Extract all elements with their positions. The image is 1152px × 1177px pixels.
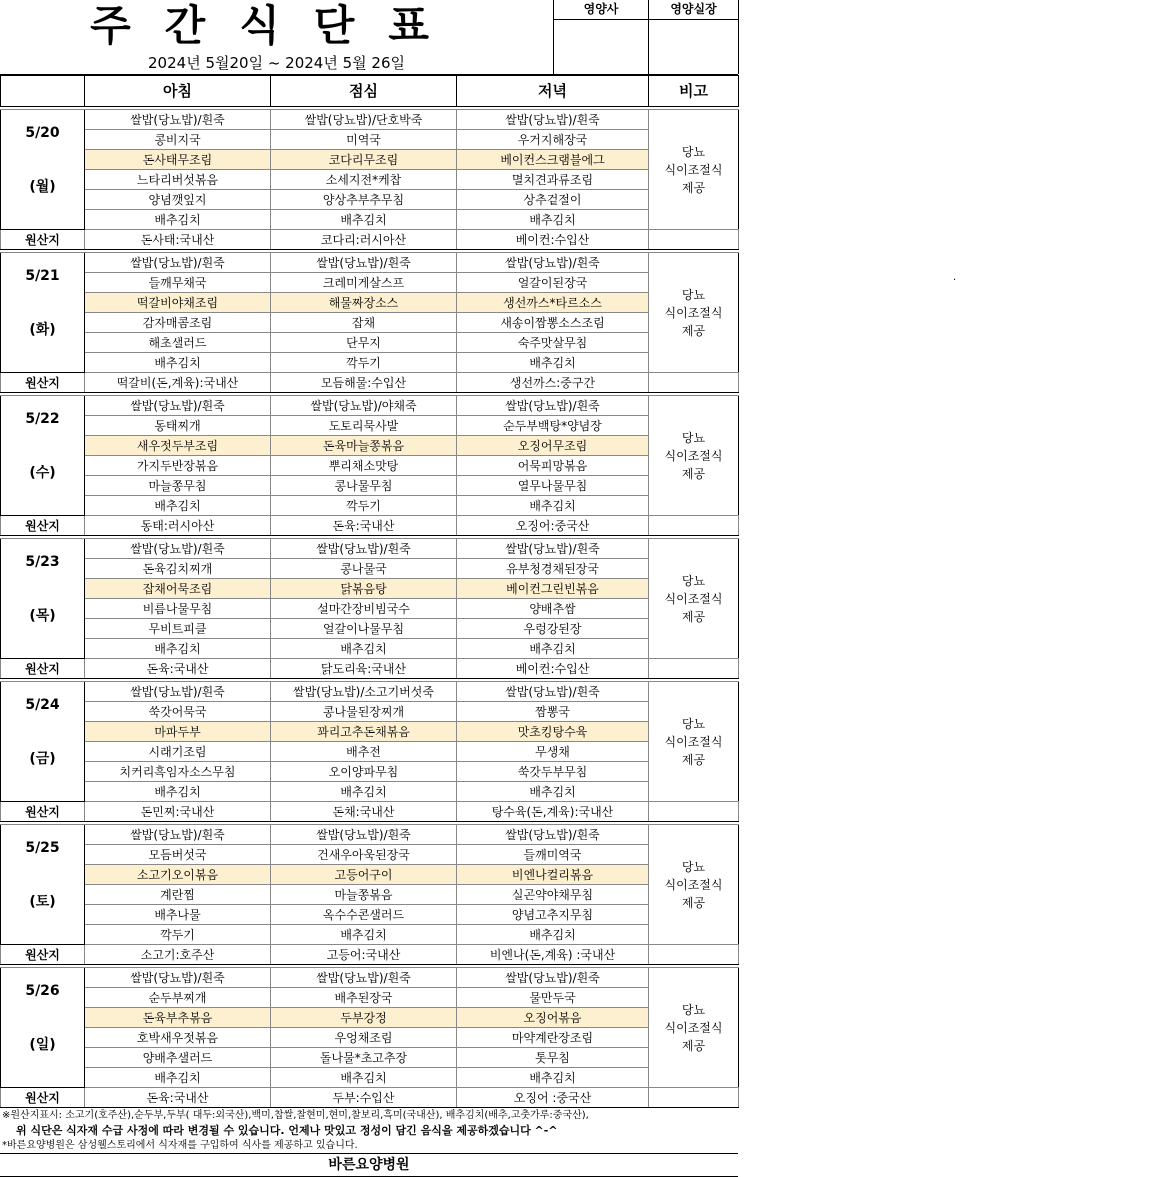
menu-cell-lunch: 해물짜장소스	[271, 293, 457, 313]
menu-cell-lunch: 미역국	[271, 130, 457, 150]
menu-cell-dinner: 마약계란장조림	[457, 1028, 649, 1048]
menu-cell-dinner: 유부청경채된장국	[457, 559, 649, 579]
menu-cell-lunch: 크레미게살스프	[271, 273, 457, 293]
menu-cell-breakfast: 순두부찌개	[85, 988, 271, 1008]
footer-change-note: 위 식단은 식자재 수급 사정에 따라 변경될 수 있습니다. 언제나 맛있고 정성이 담긴 음식을 제공하겠습니다 ^-^	[16, 1124, 558, 1137]
menu-cell-breakfast: 무비트피클	[85, 619, 271, 639]
column-header-note: 비고	[649, 76, 739, 107]
menu-cell-breakfast: 쌀밥(당뇨밥)/흰죽	[85, 396, 271, 416]
origin-row	[1, 1088, 739, 1108]
menu-cell-dinner: 배추김치	[457, 353, 649, 373]
column-header-lunch: 점심	[271, 76, 457, 107]
menu-cell-lunch: 쌀밥(당뇨밥)/흰죽	[271, 825, 457, 845]
origin-cell-lunch: 돈채:국내산	[271, 802, 457, 822]
menu-cell-breakfast: 양념깻잎지	[85, 190, 271, 210]
day-date: 5/21	[25, 268, 60, 284]
column-header-breakfast: 아침	[85, 76, 271, 107]
menu-cell-lunch: 돈육마늘쫑볶음	[271, 436, 457, 456]
note-text: 당뇨 식이조절식 제공	[664, 144, 723, 195]
menu-row	[1, 1028, 739, 1048]
origin-cell-breakfast: 돈사태:국내산	[85, 230, 271, 250]
menu-row	[1, 253, 739, 273]
menu-cell-lunch: 설마간장비빔국수	[271, 599, 457, 619]
origin-label: 원산지	[1, 373, 85, 393]
origin-cell-lunch: 모듬해물:수입산	[271, 373, 457, 393]
origin-row	[1, 516, 739, 536]
menu-cell-dinner: 쌀밥(당뇨밥)/흰죽	[457, 968, 649, 988]
page-title: 주간식단표	[90, 1, 463, 50]
day-date: 5/26	[25, 983, 60, 999]
menu-row	[1, 905, 739, 925]
menu-cell-breakfast: 소고기오이볶음	[85, 865, 271, 885]
menu-cell-breakfast: 떡갈비야채조림	[85, 293, 271, 313]
origin-cell-dinner: 비엔나(돈,계육) :국내산	[457, 945, 649, 965]
day-weekday: (토)	[29, 894, 56, 910]
menu-cell-lunch: 배추된장국	[271, 988, 457, 1008]
menu-cell-breakfast: 들깨무채국	[85, 273, 271, 293]
menu-row	[1, 496, 739, 516]
origin-label: 원산지	[1, 230, 85, 250]
menu-cell-breakfast: 쌀밥(당뇨밥)/흰죽	[85, 682, 271, 702]
day-cell	[1, 682, 85, 802]
menu-cell-breakfast: 배추김치	[85, 210, 271, 230]
menu-cell-dinner: 물만두국	[457, 988, 649, 1008]
origin-note-blank	[649, 373, 739, 393]
menu-cell-breakfast: 비름나물무침	[85, 599, 271, 619]
menu-cell-dinner: 짬뽕국	[457, 702, 649, 722]
day-cell	[1, 825, 85, 945]
menu-cell-breakfast: 모듬버섯국	[85, 845, 271, 865]
menu-cell-breakfast: 배추나물	[85, 905, 271, 925]
day-weekday: (수)	[29, 465, 56, 481]
menu-cell-lunch: 우엉채조림	[271, 1028, 457, 1048]
menu-cell-breakfast: 쌀밥(당뇨밥)/흰죽	[85, 110, 271, 130]
menu-row	[1, 210, 739, 230]
date-range: 2024년 5월20일 ~ 2024년 5월 26일	[148, 54, 405, 72]
day-date: 5/25	[25, 840, 60, 856]
menu-cell-lunch: 배추김치	[271, 782, 457, 802]
menu-cell-lunch: 잡채	[271, 313, 457, 333]
day-date: 5/23	[25, 554, 60, 570]
menu-row	[1, 476, 739, 496]
menu-row	[1, 925, 739, 945]
menu-cell-lunch: 콩나물국	[271, 559, 457, 579]
menu-cell-breakfast: 마늘쫑무침	[85, 476, 271, 496]
origin-cell-breakfast: 돈육:국내산	[85, 1088, 271, 1108]
menu-cell-breakfast: 쌀밥(당뇨밥)/흰죽	[85, 825, 271, 845]
origin-cell-dinner: 생선까스:중구간	[457, 373, 649, 393]
menu-cell-lunch: 콩나물된장찌개	[271, 702, 457, 722]
menu-cell-dinner: 배추김치	[457, 496, 649, 516]
menu-cell-lunch: 돌나물*초고추장	[271, 1048, 457, 1068]
menu-cell-dinner: 새송이짬뽕소스조림	[457, 313, 649, 333]
menu-cell-breakfast: 치커리흑임자소스무침	[85, 762, 271, 782]
menu-row	[1, 416, 739, 436]
menu-row	[1, 559, 739, 579]
day-weekday: (화)	[29, 322, 56, 338]
origin-cell-breakfast: 떡갈비(돈,계육):국내산	[85, 373, 271, 393]
sign-box-dietitian	[553, 0, 648, 74]
day-weekday: (월)	[29, 179, 56, 195]
menu-row	[1, 110, 739, 130]
origin-row	[1, 659, 739, 679]
note-cell	[649, 825, 739, 945]
note-cell	[649, 396, 739, 516]
menu-row	[1, 639, 739, 659]
menu-row	[1, 313, 739, 333]
origin-cell-lunch: 두부:수입산	[271, 1088, 457, 1108]
menu-cell-lunch: 배추전	[271, 742, 457, 762]
sheet-header	[0, 0, 738, 75]
day-cell	[1, 110, 85, 230]
menu-row	[1, 273, 739, 293]
menu-cell-lunch: 쌀밥(당뇨밥)/흰죽	[271, 539, 457, 559]
menu-cell-dinner: 열무나물무침	[457, 476, 649, 496]
menu-cell-dinner: 쌀밥(당뇨밥)/흰죽	[457, 396, 649, 416]
day-weekday: (목)	[29, 608, 56, 624]
menu-cell-lunch: 옥수수콘샐러드	[271, 905, 457, 925]
day-date: 5/24	[25, 697, 60, 713]
menu-row	[1, 539, 739, 559]
origin-label: 원산지	[1, 945, 85, 965]
origin-label: 원산지	[1, 1088, 85, 1108]
menu-cell-breakfast: 쑥갓어묵국	[85, 702, 271, 722]
menu-row	[1, 968, 739, 988]
menu-cell-dinner: 우렁강된장	[457, 619, 649, 639]
menu-cell-lunch: 마늘쫑볶음	[271, 885, 457, 905]
menu-row	[1, 150, 739, 170]
menu-cell-dinner: 얼갈이된장국	[457, 273, 649, 293]
note-text: 당뇨 식이조절식 제공	[664, 716, 723, 767]
menu-cell-lunch: 건새우아욱된장국	[271, 845, 457, 865]
menu-row	[1, 456, 739, 476]
note-cell	[649, 253, 739, 373]
menu-cell-breakfast: 콩비지국	[85, 130, 271, 150]
menu-cell-dinner: 오징어무조림	[457, 436, 649, 456]
menu-cell-dinner: 비엔나컬리볶음	[457, 865, 649, 885]
menu-cell-breakfast: 배추김치	[85, 639, 271, 659]
menu-cell-breakfast: 배추김치	[85, 353, 271, 373]
menu-cell-lunch: 쌀밥(당뇨밥)/단호박죽	[271, 110, 457, 130]
menu-row	[1, 293, 739, 313]
menu-cell-lunch: 배추김치	[271, 639, 457, 659]
menu-cell-lunch: 고등어구이	[271, 865, 457, 885]
menu-cell-dinner: 어묵피망볶음	[457, 456, 649, 476]
footer-notes	[0, 1108, 738, 1153]
menu-cell-dinner: 실곤약야채무침	[457, 885, 649, 905]
menu-cell-breakfast: 돈육부추볶음	[85, 1008, 271, 1028]
menu-row	[1, 353, 739, 373]
menu-row	[1, 599, 739, 619]
day-cell	[1, 539, 85, 659]
menu-cell-lunch: 소세지전*케찹	[271, 170, 457, 190]
sign-box-chief	[648, 0, 739, 74]
menu-cell-dinner: 쑥갓두부무침	[457, 762, 649, 782]
menu-cell-dinner: 양배추쌈	[457, 599, 649, 619]
menu-cell-dinner: 배추김치	[457, 925, 649, 945]
note-text: 당뇨 식이조절식 제공	[664, 1002, 723, 1053]
menu-row	[1, 762, 739, 782]
note-cell	[649, 968, 739, 1088]
origin-cell-lunch: 닭도리육:국내산	[271, 659, 457, 679]
menu-cell-breakfast: 마파두부	[85, 722, 271, 742]
origin-label: 원산지	[1, 659, 85, 679]
menu-row	[1, 170, 739, 190]
menu-row	[1, 845, 739, 865]
menu-row	[1, 1008, 739, 1028]
day-cell	[1, 253, 85, 373]
day-weekday: (금)	[29, 751, 56, 767]
menu-cell-lunch: 깍두기	[271, 353, 457, 373]
menu-row	[1, 722, 739, 742]
menu-cell-lunch: 배추김치	[271, 210, 457, 230]
menu-cell-lunch: 도토리묵사발	[271, 416, 457, 436]
day-date: 5/20	[25, 125, 60, 141]
day-cell	[1, 968, 85, 1088]
origin-note-blank	[649, 230, 739, 250]
column-header-row	[1, 76, 739, 107]
menu-body	[1, 76, 739, 1108]
hospital-name: 바른요양병원	[0, 1153, 738, 1177]
origin-label: 원산지	[1, 802, 85, 822]
menu-cell-dinner: 베이컨스크램블에그	[457, 150, 649, 170]
origin-label: 원산지	[1, 516, 85, 536]
origin-cell-breakfast: 동태:러시아산	[85, 516, 271, 536]
menu-row	[1, 682, 739, 702]
note-cell	[649, 110, 739, 230]
note-text: 당뇨 식이조절식 제공	[664, 430, 723, 481]
menu-cell-lunch: 쌀밥(당뇨밥)/소고기버섯죽	[271, 682, 457, 702]
menu-cell-breakfast: 새우젓두부조림	[85, 436, 271, 456]
origin-cell-lunch: 고등어:국내산	[271, 945, 457, 965]
menu-cell-lunch: 얼갈이나물무침	[271, 619, 457, 639]
menu-cell-breakfast: 배추김치	[85, 1068, 271, 1088]
origin-note-blank	[649, 945, 739, 965]
sign-label-chief: 영양실장	[649, 0, 738, 20]
menu-row	[1, 782, 739, 802]
origin-cell-breakfast: 돈육:국내산	[85, 659, 271, 679]
menu-cell-lunch: 양상추부추무침	[271, 190, 457, 210]
menu-row	[1, 825, 739, 845]
note-text: 당뇨 식이조절식 제공	[664, 287, 723, 338]
day-date: 5/22	[25, 411, 60, 427]
origin-cell-dinner: 베이컨:수입산	[457, 659, 649, 679]
menu-cell-lunch: 배추김치	[271, 1068, 457, 1088]
menu-cell-lunch: 쌀밥(당뇨밥)/흰죽	[271, 253, 457, 273]
menu-cell-breakfast: 해초샐러드	[85, 333, 271, 353]
origin-cell-dinner: 베이컨:수입산	[457, 230, 649, 250]
origin-cell-breakfast: 돈민찌:국내산	[85, 802, 271, 822]
origin-row	[1, 945, 739, 965]
sign-label-dietitian: 영양사	[554, 0, 648, 20]
day-cell	[1, 396, 85, 516]
menu-cell-dinner: 무생채	[457, 742, 649, 762]
menu-cell-dinner: 쌀밥(당뇨밥)/흰죽	[457, 253, 649, 273]
menu-row	[1, 333, 739, 353]
menu-cell-lunch: 단무지	[271, 333, 457, 353]
menu-cell-dinner: 멸치견과류조림	[457, 170, 649, 190]
origin-row	[1, 802, 739, 822]
column-header-blank	[1, 76, 85, 107]
origin-row	[1, 373, 739, 393]
menu-cell-lunch: 깍두기	[271, 496, 457, 516]
stray-mark: .	[953, 272, 957, 283]
menu-cell-breakfast: 돈육김치찌개	[85, 559, 271, 579]
menu-cell-dinner: 쌀밥(당뇨밥)/흰죽	[457, 682, 649, 702]
menu-row	[1, 1048, 739, 1068]
menu-cell-dinner: 우거지해장국	[457, 130, 649, 150]
menu-cell-dinner: 양념고추지무침	[457, 905, 649, 925]
menu-cell-dinner: 톳무침	[457, 1048, 649, 1068]
note-cell	[649, 682, 739, 802]
menu-cell-dinner: 쌀밥(당뇨밥)/흰죽	[457, 825, 649, 845]
menu-cell-dinner: 상추겉절이	[457, 190, 649, 210]
menu-cell-dinner: 배추김치	[457, 782, 649, 802]
menu-cell-lunch: 배추김치	[271, 925, 457, 945]
menu-cell-breakfast: 돈사태무조림	[85, 150, 271, 170]
menu-row	[1, 396, 739, 416]
origin-cell-lunch: 돈육:국내산	[271, 516, 457, 536]
menu-cell-lunch: 쌀밥(당뇨밥)/흰죽	[271, 968, 457, 988]
note-text: 당뇨 식이조절식 제공	[664, 859, 723, 910]
menu-cell-lunch: 쌀밥(당뇨밥)/야채죽	[271, 396, 457, 416]
menu-cell-lunch: 콩나물무침	[271, 476, 457, 496]
origin-cell-breakfast: 소고기:호주산	[85, 945, 271, 965]
menu-cell-breakfast: 동태찌개	[85, 416, 271, 436]
menu-row	[1, 885, 739, 905]
column-header-dinner: 저녁	[457, 76, 649, 107]
menu-cell-lunch: 두부강정	[271, 1008, 457, 1028]
footer-supplier-note: *바른요양병원은 삼성웰스토리에서 식자재를 구입하여 식사를 제공하고 있습니다.	[2, 1140, 358, 1151]
origin-note-blank	[649, 1088, 739, 1108]
origin-cell-dinner: 오징어:중국산	[457, 516, 649, 536]
menu-cell-breakfast: 호박새우젓볶음	[85, 1028, 271, 1048]
menu-table	[0, 75, 739, 1108]
menu-cell-breakfast: 계란찜	[85, 885, 271, 905]
menu-cell-dinner: 배추김치	[457, 210, 649, 230]
menu-cell-dinner: 베이컨그린빈볶음	[457, 579, 649, 599]
menu-cell-dinner: 순두부백탕*양념장	[457, 416, 649, 436]
menu-row	[1, 988, 739, 1008]
menu-cell-breakfast: 느타리버섯볶음	[85, 170, 271, 190]
menu-row	[1, 130, 739, 150]
menu-row	[1, 865, 739, 885]
menu-cell-breakfast: 쌀밥(당뇨밥)/흰죽	[85, 539, 271, 559]
menu-cell-breakfast: 시래기조림	[85, 742, 271, 762]
origin-note-blank	[649, 659, 739, 679]
menu-cell-breakfast: 배추김치	[85, 782, 271, 802]
menu-cell-dinner: 숙주맛살무침	[457, 333, 649, 353]
menu-row	[1, 190, 739, 210]
menu-cell-lunch: 닭볶음탕	[271, 579, 457, 599]
menu-cell-breakfast: 감자매콤조림	[85, 313, 271, 333]
day-weekday: (일)	[29, 1037, 56, 1053]
menu-row	[1, 619, 739, 639]
menu-cell-dinner: 배추김치	[457, 1068, 649, 1088]
menu-cell-dinner: 들깨미역국	[457, 845, 649, 865]
origin-cell-dinner: 탕수육(돈,계육):국내산	[457, 802, 649, 822]
menu-cell-dinner: 오징어볶음	[457, 1008, 649, 1028]
menu-cell-dinner: 맛초킹탕수육	[457, 722, 649, 742]
note-text: 당뇨 식이조절식 제공	[664, 573, 723, 624]
menu-row	[1, 579, 739, 599]
menu-cell-lunch: 꽈리고추돈채볶음	[271, 722, 457, 742]
menu-cell-lunch: 오이양파무침	[271, 762, 457, 782]
menu-cell-breakfast: 배추김치	[85, 496, 271, 516]
menu-row	[1, 1068, 739, 1088]
menu-row	[1, 436, 739, 456]
menu-cell-breakfast: 양배추샐러드	[85, 1048, 271, 1068]
footer-origin-note: ※원산지표시: 소고기(호주산),순두부,두부( 대두:외국산),백미,찹쌀,찰현미,현미,찰보리,흑미(국내산), 배추김치(배추,고춧가루:중국산),	[2, 1110, 589, 1121]
origin-cell-dinner: 오징어 :중국산	[457, 1088, 649, 1108]
origin-note-blank	[649, 516, 739, 536]
menu-row	[1, 702, 739, 722]
menu-cell-dinner: 쌀밥(당뇨밥)/흰죽	[457, 110, 649, 130]
menu-cell-dinner: 쌀밥(당뇨밥)/흰죽	[457, 539, 649, 559]
menu-cell-breakfast: 가지두반장볶음	[85, 456, 271, 476]
menu-cell-lunch: 뿌리채소맛탕	[271, 456, 457, 476]
menu-cell-dinner: 배추김치	[457, 639, 649, 659]
menu-cell-breakfast: 깍두기	[85, 925, 271, 945]
origin-cell-lunch: 코다리:러시아산	[271, 230, 457, 250]
menu-cell-dinner: 생선까스*타르소스	[457, 293, 649, 313]
origin-note-blank	[649, 802, 739, 822]
menu-cell-breakfast: 쌀밥(당뇨밥)/흰죽	[85, 253, 271, 273]
origin-row	[1, 230, 739, 250]
note-cell	[649, 539, 739, 659]
menu-row	[1, 742, 739, 762]
menu-cell-breakfast: 쌀밥(당뇨밥)/흰죽	[85, 968, 271, 988]
menu-cell-breakfast: 잡채어묵조림	[85, 579, 271, 599]
menu-cell-lunch: 코다리무조림	[271, 150, 457, 170]
